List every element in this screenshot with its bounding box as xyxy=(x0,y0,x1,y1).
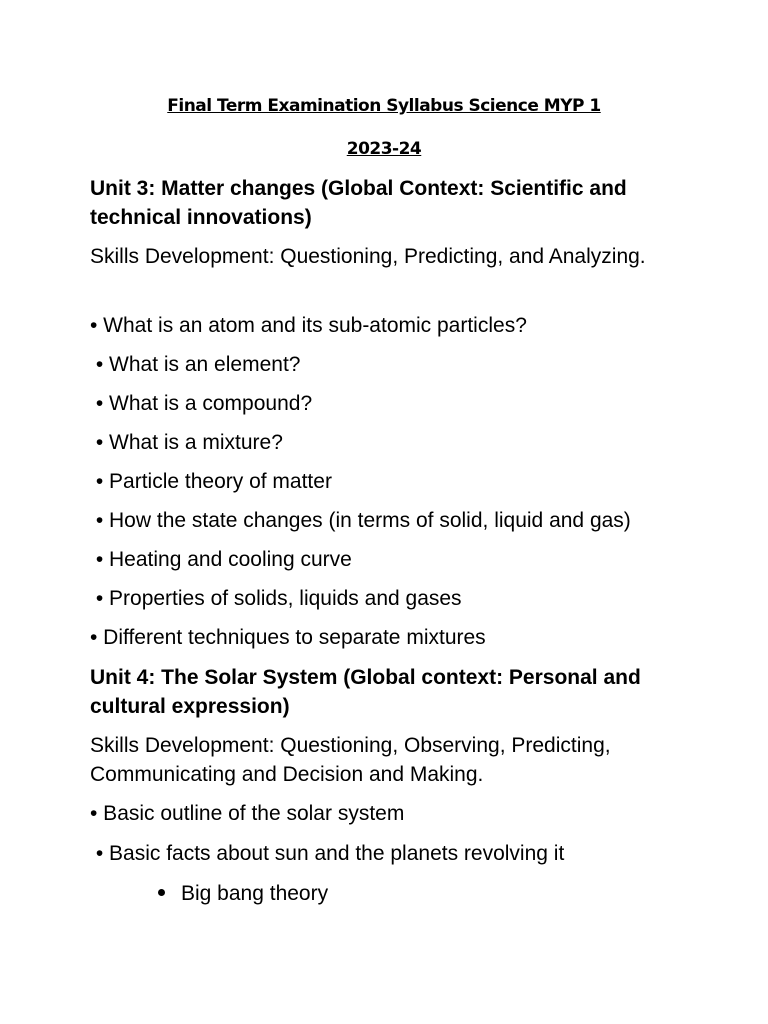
unit-3-topic-compound: • What is a compound? xyxy=(90,392,313,415)
unit-4-topic-sun-planets: • Basic facts about sun and the planets revolving it xyxy=(90,842,565,865)
bullet-icon xyxy=(158,889,165,896)
unit-3-topic-particle-theory: • Particle theory of matter xyxy=(90,470,332,493)
unit-3-heading: Unit 3: Matter changes (Global Context: Scientific and technical innovations) xyxy=(90,177,627,229)
unit-3-topic-state-changes: • How the state changes (in terms of solid, liquid and gas) xyxy=(90,509,631,532)
document-title: Final Term Examination Syllabus Science MYP 1 xyxy=(167,96,601,116)
document-year: 2023-24 xyxy=(346,139,422,159)
unit-4-topic-outline: • Basic outline of the solar system xyxy=(90,802,405,825)
unit-3-topic-properties: • Properties of solids, liquids and gases xyxy=(90,587,462,610)
unit-3-topic-atom: • What is an atom and its sub-atomic particles? xyxy=(90,314,527,337)
unit-3-topic-separation: • Different techniques to separate mixtures xyxy=(90,626,486,649)
subtopic-label: Big bang theory xyxy=(181,882,329,905)
unit-4-subtopic-big-bang xyxy=(158,879,328,908)
unit-3-skills: Skills Development: Questioning, Predicting, and Analyzing. xyxy=(90,245,646,268)
unit-3-topic-mixture: • What is a mixture? xyxy=(90,431,283,454)
unit-4-skills: Skills Development: Questioning, Observing, Predicting, Communicating and Decision and Making. xyxy=(90,734,611,786)
unit-3-topic-heating-cooling: • Heating and cooling curve xyxy=(90,548,352,571)
unit-4-heading: Unit 4: The Solar System (Global context: Personal and cultural expression) xyxy=(90,666,641,718)
unit-3-topic-element: • What is an element? xyxy=(90,353,301,376)
